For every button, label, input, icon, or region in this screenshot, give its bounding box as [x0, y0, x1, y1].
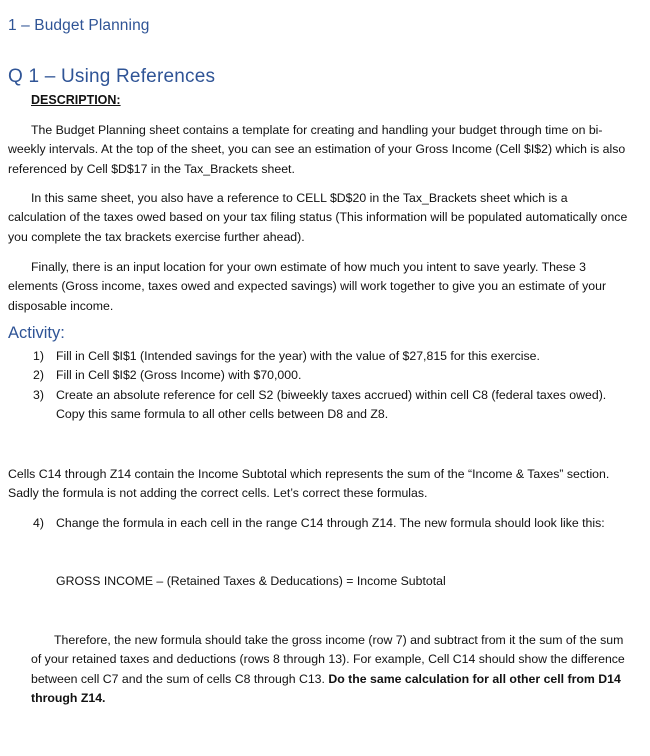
paragraph-final-instructions [31, 631, 626, 709]
section-title: 1 – Budget Planning [8, 17, 150, 34]
question-title: Q 1 – Using References [8, 66, 216, 87]
list-item [0, 366, 630, 385]
activity-list-continued [0, 514, 630, 533]
activity-title: Activity: [8, 324, 65, 342]
description-label: DESCRIPTION: [31, 93, 121, 107]
list-item-text: Change the formula in each cell in the range C14 through Z14. The new formula should look like this: [56, 516, 605, 530]
list-item-text: Create an absolute reference for cell S2 (biweekly taxes accrued) within cell C8 (federal taxes owed). Copy this same formula to all other cells between D8 and Z8. [56, 387, 607, 422]
list-item-number: 2) [33, 368, 44, 383]
paragraph-text: Finally, there is an input location for your own estimate of how much you intent to save yearly. These 3 elements (Gross income, taxes owed and expected savings) will work together to give you an estimate of your disposable income. [8, 260, 607, 313]
paragraph-savings [8, 258, 628, 316]
paragraph-income-subtotal: Cells C14 through Z14 contain the Income Subtotal which represents the sum of the “Income & Taxes” section. Sadly the formula is not adding the correct cells. Let’s correct these formulas. [8, 467, 610, 501]
activity-list [0, 347, 630, 425]
list-item [0, 347, 630, 366]
paragraph-text: Therefore, the new formula should take the gross income (row 7) and subtract from it the sum of the sum of your retained taxes and deductions (rows 8 through 13). For example, Cell C14 should show the difference between cell C7 and the sum of cells C8 through C13. [31, 633, 625, 686]
list-item-text: Fill in Cell $I$1 (Intended savings for the year) with the value of $27,815 for this exercise. [56, 349, 540, 363]
list-item-number: 3) [33, 387, 44, 402]
list-item-text: Fill in Cell $I$2 (Gross Income) with $70,000. [56, 368, 302, 383]
list-item [0, 386, 630, 425]
paragraph-tax-reference [8, 189, 628, 247]
list-item [0, 514, 630, 533]
paragraph-budget-sheet [8, 121, 628, 179]
list-item-number: 1) [33, 349, 44, 363]
bold-instruction: Do the same calculation for all other cell from D14 through Z14. [31, 671, 621, 706]
formula-text: GROSS INCOME – (Retained Taxes & Deducations) = Income Subtotal [56, 574, 446, 588]
list-item-number: 4) [33, 516, 44, 530]
paragraph-text: The Budget Planning sheet contains a template for creating and handling your budget through time on bi-weekly intervals. At the top of the sheet, you can see an estimation of your Gross Income (Cell $I$2) which is also referenced by Cell $D$17 in the Tax_Brackets sheet. [8, 123, 626, 176]
paragraph-text: In this same sheet, you also have a reference to CELL $D$20 in the Tax_Brackets sheet which is a calculation of the taxes owed based on your tax filing status (This information will be populated automatically once you complete the tax brackets exercise further ahead). [8, 191, 628, 244]
